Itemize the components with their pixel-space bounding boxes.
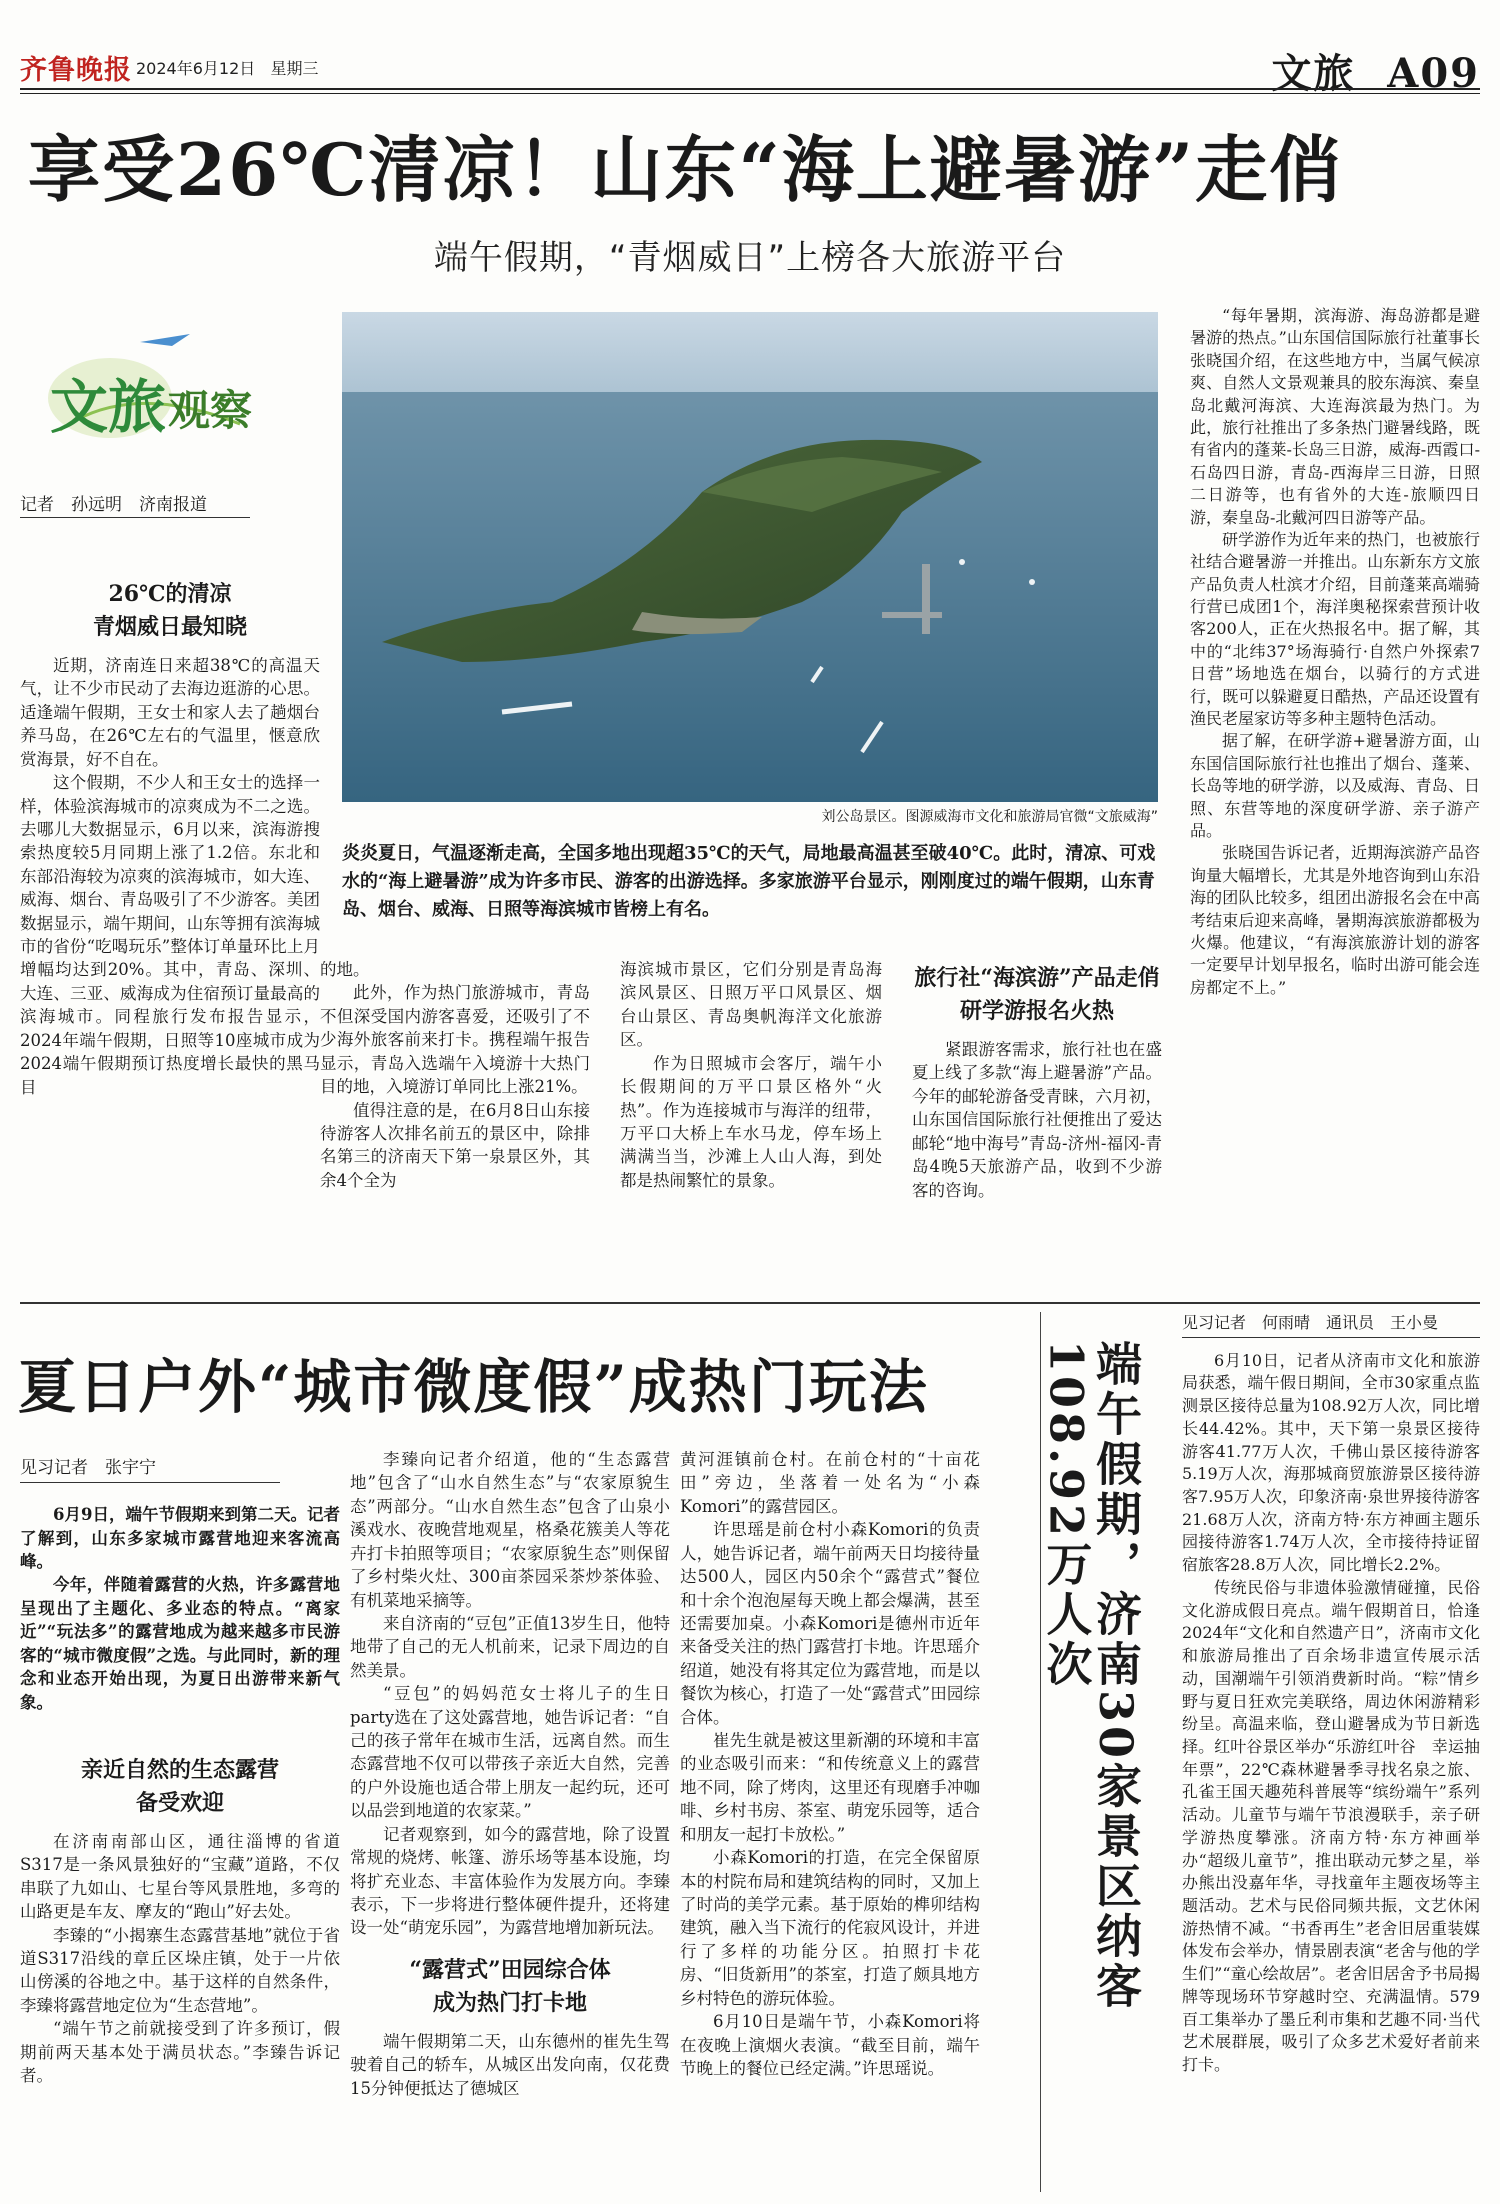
- paragraph: 来自济南的“豆包”正值13岁生日，他特地带了自己的无人机前来，记录下周边的自然美景。: [350, 1613, 670, 1680]
- lead-paragraph-2: 今年，伴随着露营的火热，许多露营地呈现出了主题化、多业态的特点。“离家近”“玩法多”的露营地成为越来越多市民游客的“城市微度假”之选。与此同时，新的理念和业态开始出现，为夏日出游带来新气象。: [20, 1575, 340, 1712]
- weekday: 星期三: [270, 59, 319, 78]
- story1-column-4: [912, 962, 1162, 1202]
- paragraph: 端午假期第二天，山东德州的崔先生驾驶着自己的轿车，从城区出发向南，仅花费15分钟便抵达了德城区: [350, 2031, 670, 2098]
- byline-text: 见习记者 张宇宁: [20, 1456, 280, 1483]
- story2-column-3: [680, 1448, 980, 2080]
- section-name: 文旅: [1271, 50, 1356, 97]
- story1-column-3: [620, 958, 882, 1192]
- byline-story2: [20, 1456, 280, 1483]
- headline-main: 享受26℃清凉！山东“海上避暑游”走俏: [28, 127, 1344, 212]
- lead-paragraph: 6月9日，端午节假期来到第二天。记者了解到，山东多家城市露营地迎来客流高峰。: [20, 1505, 340, 1571]
- story3-column: [1182, 1312, 1480, 2077]
- story2-column-1: [20, 1456, 340, 2088]
- section-label: [1271, 42, 1480, 99]
- byline-text: 记者 孙远明 济南报道: [20, 490, 250, 518]
- byline-story1: [20, 490, 250, 518]
- headline-story2: 夏日户外“城市微度假”成热门玩法: [18, 1353, 929, 1421]
- masthead-logo: 齐鲁晚报: [20, 55, 132, 86]
- section1-title: [20, 578, 320, 644]
- section1-title-line1: 26℃的清凉: [108, 581, 232, 607]
- page-number: A09: [1387, 50, 1480, 97]
- section2-title: [912, 962, 1162, 1028]
- story1-column-1: [20, 570, 320, 1099]
- paragraph: 记者观察到，如今的露营地，除了设置常规的烧烤、帐篷、游乐场等基本设施，均将扩充业态、丰富体验作为发展方向。李臻表示，下一步将进行整体硬件提升，还将建设一处“萌宠乐园”，为露营地增加新玩法。: [350, 1824, 670, 1938]
- paragraph: 许思瑶是前仓村小森Komori的负责人，她告诉记者，端午前两天日均接待量达500人，园区内50余个“露营式”餐位和十余个泡泡屋每天晚上都会爆满，甚至还需要加桌。小森Komori是德州市近年来备受关注的热门露营打卡地。许思瑶介绍道，她没有将其定位为露营地，而是以餐饮为核心，打造了一处“露营式”田园综合体。: [680, 1520, 980, 1727]
- headline-story3: 端午假期，济南30家景区纳客108.92万人次: [1039, 1340, 1143, 2013]
- story2-column-2: [350, 1448, 670, 2100]
- sub1-line2: 备受欢迎: [135, 1789, 224, 1816]
- paragraph: 此外，作为热门旅游城市，青岛不但深受国内游客喜爱，还吸引了不少海外旅客前来打卡。携程端午报告显示，青岛入选端午入境游十大热门目的地，入境游订单同比上涨21%。: [320, 983, 590, 1097]
- paragraph: 据了解，在研学游+避暑游方面，山东国信国际旅行社也推出了烟台、蓬莱、长岛等地的研学游，以及威海、青岛、日照、东营等地的深度研学游、亲子游产品。: [1190, 731, 1480, 840]
- paragraph: 近期，济南连日来超38℃的高温天气，让不少市民动了去海边逛游的心思。适逢端午假期，王女士和家人去了趟烟台养马岛，在26℃左右的气温里，惬意欣赏海景，好不自在。: [20, 656, 320, 769]
- paragraph: 紧跟游客需求，旅行社也在盛夏上线了多款“海上避暑游”产品。今年的邮轮游备受青睐，六月初，山东国信国际旅行社便推出了爱达邮轮“地中海号”青岛-济州-福冈-青岛4晚5天旅游产品，收到不少游客的咨询。: [912, 1040, 1162, 1200]
- photo-liugong-island: [342, 312, 1158, 802]
- paragraph: 黄河涯镇前仓村。在前仓村的“十亩花田”旁边，坐落着一处名为“小森Komori”的露营园区。: [680, 1450, 980, 1516]
- column-logo: [40, 320, 280, 450]
- subheadline-main: 端午假期，“青烟威日”上榜各大旅游平台: [433, 238, 1067, 278]
- paragraph: 作为日照城市会客厅，端午小长假期间的万平口景区格外“火热”。作为连接城市与海洋的纽带，万平口大桥上车水马龙，停车场上满满当当，沙滩上人山人海，到处都是热闹繁忙的景象。: [620, 1053, 882, 1190]
- paragraph: 传统民俗与非遗体验激情碰撞，民俗文化游成假日亮点。端午假期首日，恰逢2024年“文化和自然遗产日”，济南市文化和旅游局推出了百余场非遗宣传展示活动，国潮端午引领消费新时尚。“粽”情乡野与夏日狂欢完美联络，周边休闲游精彩纷呈。高温来临，登山避暑成为节日新选择。红叶谷景区举办“乐游红叶谷 幸运抽年票”，22℃森林避暑季寻找名泉之旅、孔雀王国天趣苑科普展等“缤纷端午”系列活动。儿童节与端午节浪漫联手，亲子研学游热度攀涨。济南方特·东方神画举办“超级儿童节”，推出联动元梦之星，举办熊出没嘉年华，寻找童年主题夜场等主题活动。艺术与民俗同频共振，文艺休闲游热情不减。“书香再生”老舍旧居重装媒体发布会举办，情景剧表演“老舍与他的学生们”“童心绘故居”。老舍旧居舍予书局揭牌等现场环节穿越时空、充满温情。579百工集举办了墨丘利市集和艺趣不同·当代艺术展群展，吸引了众多艺术爱好者前来打卡。: [1182, 1577, 1480, 2074]
- paragraph: 6月10日是端午节，小森Komori将在夜晚上演烟火表演。“截至目前，端午节晚上的餐位已经定满。”许思瑶说。: [680, 2012, 980, 2078]
- story1-column-2: [320, 958, 590, 1192]
- logo-text-a: 文旅: [50, 373, 167, 441]
- section2-title-line1: 旅行社“海滨游”产品走俏: [914, 965, 1160, 991]
- paragraph: 张晓国告诉记者，近期海滨游产品咨询量大幅增长，尤其是外地咨询到山东沿海的团队比较多，组团出游报名会在中高考结束后迎来高峰，暑期海滨旅游都极为火爆。他建议，“有海滨旅游计划的游客一定要早计划早报名，临时出游可能会连房都定不上。”: [1190, 843, 1480, 997]
- paragraph: 6月10日，记者从济南市文化和旅游局获悉，端午假日期间，全市30家重点监测景区接待总量为108.92万人次，同比增长44.42%。其中，天下第一泉景区接待游客41.77万人次，千佛山景区接待游客5.19万人次，海那城商贸旅游景区接待游客7.95万人次，印象济南·泉世界接待游客21.68万人次，济南方特·东方神画主题乐园接待游客1.74万人次，全市接待持证留宿旅客28.8万人次，同比增长2.2%。: [1182, 1350, 1480, 1575]
- paragraph: 崔先生就是被这里新潮的环境和丰富的业态吸引而来：“和传统意义上的露营地不同，除了烤肉，这里还有现磨手冲咖啡、乡村书房、茶室、萌宠乐园等，适合和朋友一起打卡放松。”: [680, 1731, 980, 1844]
- paragraph: 海滨城市景区，它们分别是青岛海滨风景区、日照万平口风景区、烟台山景区、青岛奥帆海洋文化旅游区。: [620, 960, 882, 1050]
- paragraph: 的地。: [320, 960, 370, 979]
- story1-column-5: [1190, 305, 1480, 999]
- paragraph: 李臻向记者介绍道，他的“生态露营地”包含了“山水自然生态”与“农家原貌生态”两部分。“山水自然生态”包含了山泉小溪戏水、夜晚营地观星，格桑花簇美人等花卉打卡拍照等项目；“农家原貌生态”则保留了乡村柴火灶、300亩茶园采茶炒茶体验、有机菜地采摘等。: [350, 1450, 670, 1610]
- section2-title-line2: 研学游报名火热: [959, 998, 1114, 1024]
- byline-story3: 见习记者 何雨晴 通讯员 王小曼: [1182, 1312, 1480, 1338]
- date: 2024年6月12日: [136, 59, 256, 78]
- story2-sub2: [350, 1954, 670, 2020]
- photo-caption: 刘公岛景区。图源威海市文化和旅游局官微“文旅威海”: [821, 809, 1158, 825]
- island-photo-image: [342, 312, 1158, 802]
- paragraph: 值得注意的是，在6月8日山东接待游客人次排名前五的景区中，除排名第三的济南天下第一泉景区外，其余4个全为: [320, 1100, 590, 1190]
- dateline: [136, 56, 319, 79]
- section1-title-line2: 青烟威日最知晓: [92, 614, 247, 640]
- paragraph: “豆包”的妈妈范女士将儿子的生日party选在了这处露营地，她告诉记者：“自己的孩子常年在城市生活，远离自然。而生态露营地不仅可以带孩子亲近大自然，完善的户外设施也适合带上朋友一起约玩，还可以品尝到地道的农家菜。”: [350, 1684, 670, 1821]
- paragraph: 这个假期，不少人和王女士的选择一样，体验滨海城市的凉爽成为不二之选。去哪儿大数据显示，6月以来，滨海游搜索热度较5月同期上涨了1.2倍。东北和东部沿海较为凉爽的滨海城市，如大连、威海、烟台、青岛吸引了不少游客。美团数据显示，端午期间，山东等拥有滨海城市的省份“吃喝玩乐”整体订单量环比上月增幅均达到20%。其中，青岛、深圳、大连、三亚、威海成为住宿预订量最高的滨海城市。同程旅行发布报告显示，2024年端午假期，日照等10座城市成为2024端午假期预订热度增长最快的黑马目: [20, 773, 320, 1097]
- sub2-line1: “露营式”田园综合体: [409, 1956, 611, 1983]
- sub1-line1: 亲近自然的生态露营: [80, 1756, 279, 1783]
- paragraph: 在济南南部山区，通往淄博的省道S317是一条风景独好的“宝藏”道路，不仅串联了九如山、七星台等风景胜地，多弯的山路更是车友、摩友的“跑山”好去处。: [20, 1831, 340, 1922]
- top-rule: [20, 88, 1480, 90]
- section-divider: [20, 1302, 1480, 1304]
- paragraph: “每年暑期，滨海游、海岛游都是避暑游的热点。”山东国信国际旅行社董事长张晓国介绍，在这些地方中，当属气候凉爽、自然人文景观兼具的胶东海滨、秦皇岛北戴河海滨、大连海滨最为热门。为此，旅行社推出了多条热门避暑线路，既有省内的蓬莱-长岛三日游，威海-西霞口-石岛四日游，青岛-西海岸三日游，日照二日游等，也有省外的大连-旅顺四日游，秦皇岛-北戴河四日游等产品。: [1190, 306, 1480, 527]
- paragraph: 研学游作为近年来的热门，也被旅行社结合避暑游一并推出。山东新东方文旅产品负责人杜滨才介绍，目前蓬莱高端骑行营已成团1个，海洋奥秘探索营预计收客200人，正在火热报名中。据了解，其中的“北纬37°场海骑行·自然户外探索7日营”场地选在烟台，以骑行的方式进行，既可以躲避夏日酷热，产品还设置有渔民老屋家访等多种主题特色活动。: [1190, 529, 1480, 729]
- story2-sub1: [20, 1754, 340, 1820]
- logo-text-b: 观察: [168, 386, 253, 435]
- paragraph: 小森Komori的打造，在完全保留原本的村院布局和建筑结构的同时，又加上了时尚的美学元素。基于原始的榫卯结构建筑，融入当下流行的侘寂风设计，并进行了多样的功能分区。拍照打卡花房、“旧货新用”的茶室，打造了颇具地方乡村特色的游玩体验。: [680, 1848, 980, 2008]
- paragraph: “端午节之前就接受到了许多预订，假期前两天基本处于满员状态。”李臻告诉记者。: [20, 2019, 340, 2086]
- story1-deck: 炎炎夏日，气温逐渐走高，全国多地出现超35℃的天气，局地最高温甚至破40℃。此时，清凉、可戏水的“海上避暑游”成为许多市民、游客的出游选择。多家旅游平台显示，刚刚度过的端午假期，山东青岛、烟台、威海、日照等海滨城市皆榜上有名。: [342, 843, 1156, 920]
- paragraph: 李臻的“小揭寨生态露营基地”就位于省道S317沿线的章丘区垛庄镇，处于一片依山傍溪的谷地之中。基于这样的自然条件，李臻将露营地定位为“生态营地”。: [20, 1925, 340, 2015]
- top-rule-thin: [20, 93, 1480, 94]
- sub2-line2: 成为热门打卡地: [432, 1989, 587, 2016]
